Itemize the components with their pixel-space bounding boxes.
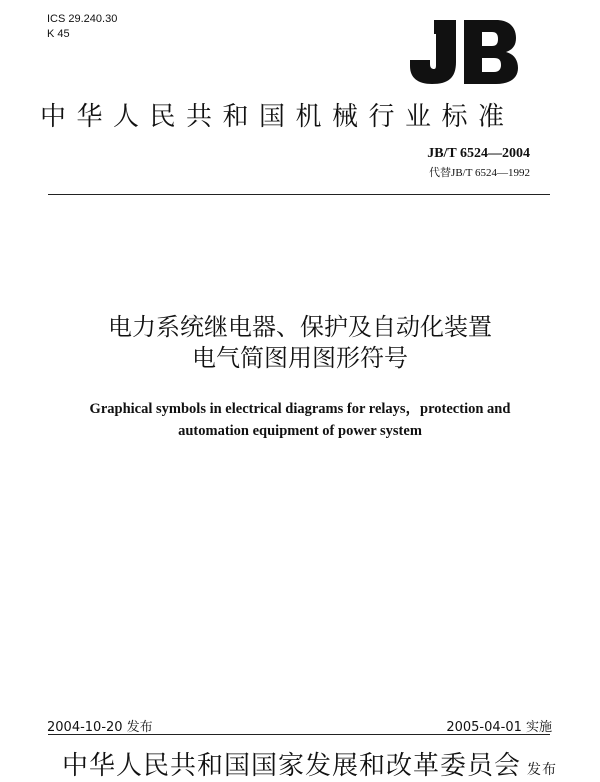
title-english-line-1: Graphical symbols in electrical diagrams for relays，protection and bbox=[89, 401, 511, 417]
issue-date: 2004-10-20 发布 bbox=[47, 720, 153, 735]
issuing-authority bbox=[62, 745, 557, 782]
classification-code: K 45 bbox=[47, 28, 70, 40]
title-chinese bbox=[0, 312, 600, 374]
issuer-name: 中华人民共和国国家发展和改革委员会 bbox=[62, 751, 522, 781]
title-chinese-line-2: 电气简图用图形符号 bbox=[192, 344, 408, 372]
title-english-line-2: automation equipment of power system bbox=[178, 423, 422, 439]
bottom-divider bbox=[48, 734, 550, 735]
jb-logo bbox=[404, 16, 520, 86]
title-chinese-line-1: 电力系统继电器、保护及自动化装置 bbox=[108, 313, 492, 341]
header-codes bbox=[47, 12, 117, 42]
replaces-standard: 代替JB/T 6524—1992 bbox=[429, 167, 530, 179]
ics-code: ICS 29.240.30 bbox=[47, 13, 118, 25]
title-english bbox=[0, 398, 600, 442]
issuer-suffix: 发布 bbox=[527, 762, 558, 778]
standard-category: 中华人民共和国机械行业标准 bbox=[40, 102, 515, 132]
effective-date: 2005-04-01 实施 bbox=[446, 720, 552, 735]
top-divider bbox=[48, 194, 550, 195]
standard-number: JB/T 6524—2004 bbox=[427, 146, 530, 161]
standard-code-block bbox=[427, 146, 530, 180]
